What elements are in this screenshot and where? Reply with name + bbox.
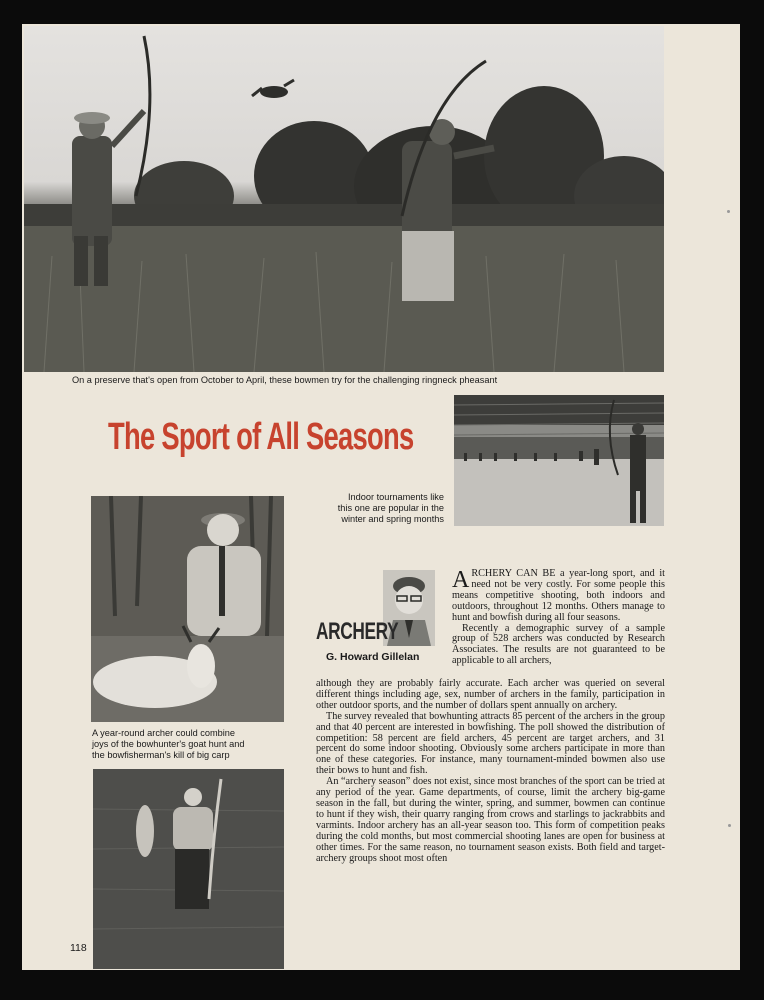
goat-hunt-illustration — [91, 496, 284, 722]
paragraph-4: An “archery season” does not exist, since most branches of the sport can be tried at any period of the year. Game departments, of course, limit the archery big-game season in the fall, but during the winter, spring, and summer, bowmen can continue to hunt if they wish, their quarry ranging from crows and starlings to jackrabbits and varmints. Indoor archery has an all-year season too. This form of competition peaks during the cold months, but most commercial shooting lanes are open for business at other times. For the same reason, no tournament season exists. Both field and target-archery groups shoot most often — [316, 776, 665, 864]
indoor-caption-line1: Indoor tournaments like — [347, 492, 444, 502]
pheasant-hunt-illustration — [24, 26, 664, 372]
page-number: 118 — [70, 942, 87, 954]
paragraph-2-part-1: Recently a demographic survey of a sample group of 528 archers was conducted by Research Associates. The results are not guaranteed to be applicable to all archers, — [452, 622, 665, 667]
drop-cap: A — [452, 567, 470, 593]
indoor-caption-line2: this one are popular in the — [337, 503, 444, 513]
article-body-column-top — [452, 569, 665, 667]
pheasant-hunt-photo — [24, 26, 664, 372]
article-title: The Sport of All Seasons — [108, 416, 414, 458]
goat-caption-line1: A year-round archer could combine — [92, 728, 235, 738]
goat-caption-line3: the bowfisherman's kill of big carp — [92, 750, 230, 760]
indoor-tournament-illustration — [454, 395, 664, 526]
paragraph-1-text: RCHERY CAN BE a year-long sport, and it need not be very costly. For some people this means competitive shooting, both indoors and outdoors, throughout 12 months. Others manage to hunt and bowfish during all four seasons. — [452, 568, 665, 623]
indoor-caption-line3: winter and spring months — [341, 514, 444, 524]
page-speck — [728, 824, 731, 827]
bowfishing-photo — [93, 769, 284, 969]
paragraph-2-part-2: although they are probably fairly accurate. Each archer was queried on several different things including age, sex, number of archers in the family, participation in other outdoor sports, and the number of dollars spent annually on archery. — [316, 678, 665, 711]
goat-caption-line2: joys of the bowhunter's goat hunt and — [92, 739, 245, 749]
top-photo-caption: On a preserve that's open from October to April, these bowmen try for the challenging ringneck pheasant — [72, 375, 498, 385]
author-byline: G. Howard Gillelan — [326, 651, 420, 663]
goat-photo-caption — [92, 728, 292, 761]
bowfishing-illustration — [93, 769, 284, 969]
indoor-photo-caption — [318, 492, 444, 525]
goat-hunt-photo — [91, 496, 284, 722]
page-speck — [727, 210, 730, 213]
indoor-tournament-photo — [454, 395, 664, 526]
paragraph-1 — [452, 569, 665, 624]
magazine-page — [22, 24, 740, 970]
section-label: ARCHERY — [316, 618, 399, 645]
paragraph-3: The survey revealed that bowhunting attracts 85 percent of the archers in the group and that 40 percent are interested in bowfishing. The poll showed the distribution of competition: 58 percent are field archers, 45 percent are target archers, and 31 percent do some indoor shooting. Obviously some archers participate in more than one of these categories. For instance, many tournament-minded bowmen also use their bows to hunt and fish. — [316, 710, 665, 777]
article-body-column-main — [316, 679, 665, 864]
